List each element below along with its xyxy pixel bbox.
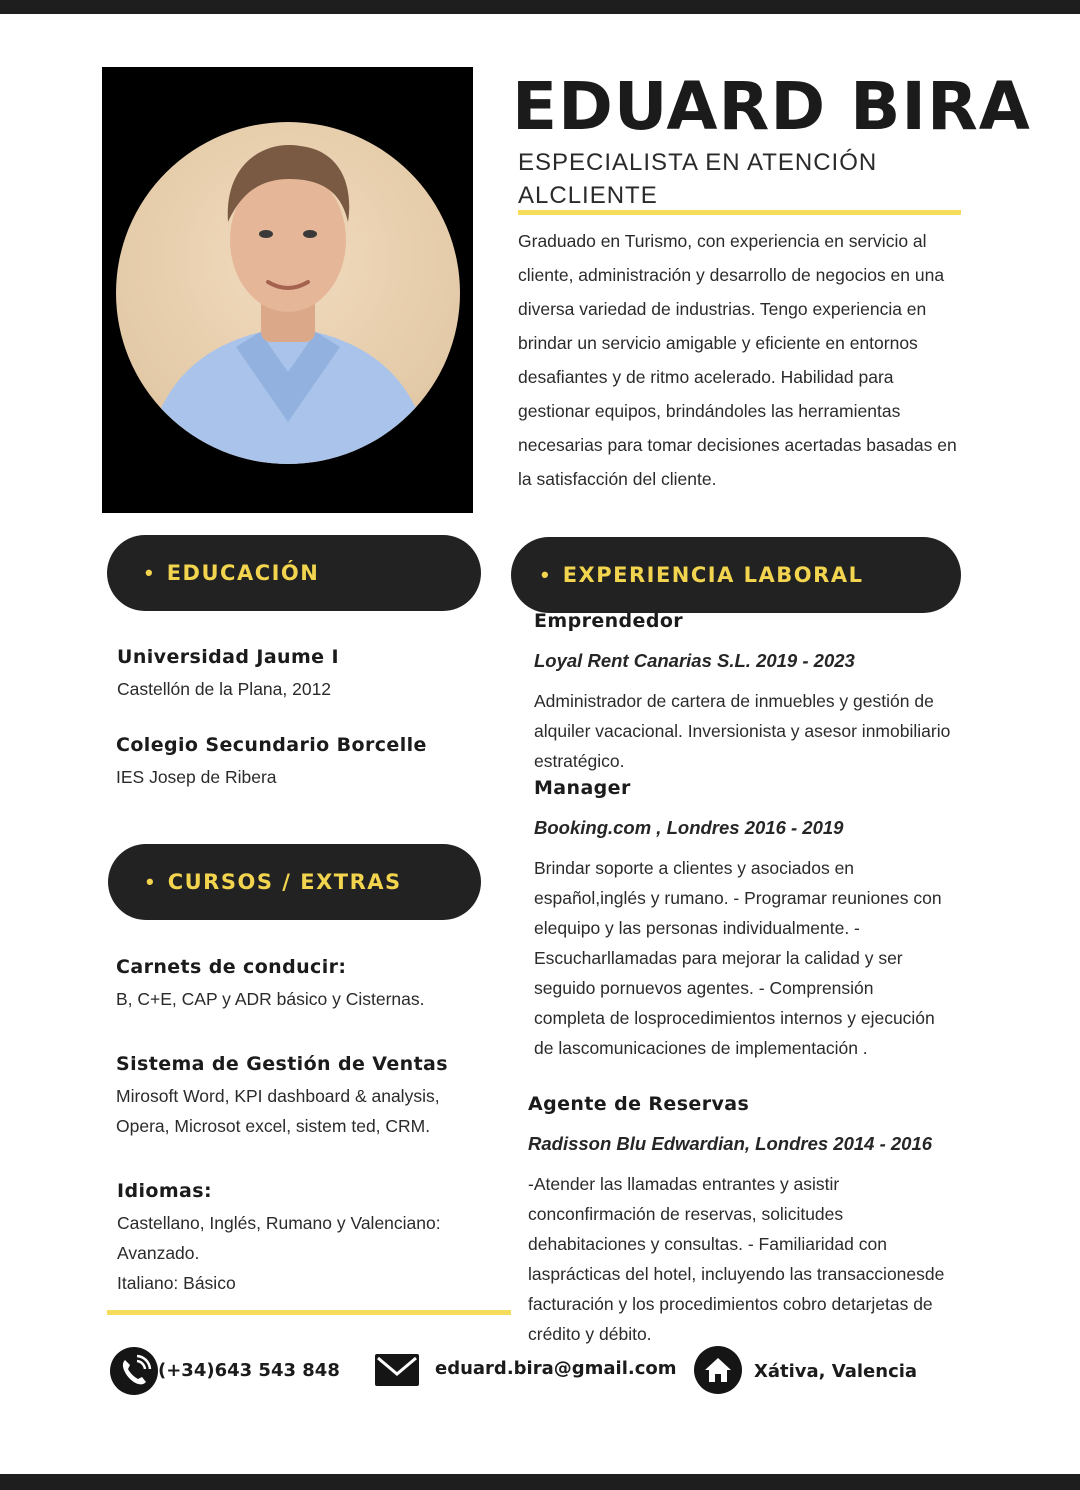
bullet-icon: •: [145, 560, 153, 585]
course-item: [116, 1053, 496, 1141]
profile-summary: Graduado en Turismo, con experiencia en servicio al cliente, administración y desarrollo de negocios en una diversa variedad de industrias. Tengo experiencia en brindar un servicio amigable y eficiente en entornos desafiantes y de ritmo acelerado. Habilidad para gestionar equipos, brindándoles las herramientas necesarias para tomar decisiones acertadas basadas en la satisfacción del cliente.: [518, 231, 957, 489]
candidate-name: EDUARD BIRA: [512, 68, 1031, 145]
job-role: Emprendedor: [534, 610, 684, 632]
job-company: Loyal Rent Canarias S.L. 2019 - 2023: [534, 650, 855, 671]
course-detail: Castellano, Inglés, Rumano y Valenciano: Avanzado.: [117, 1213, 441, 1263]
job-entry: [528, 1093, 958, 1349]
courses-heading: [108, 844, 481, 920]
location: Xátiva, Valencia: [754, 1361, 918, 1382]
course-title: Idiomas:: [117, 1180, 212, 1202]
email-address[interactable]: eduard.bira@gmail.com: [435, 1358, 677, 1379]
course-detail-extra: Italiano: Básico: [117, 1273, 236, 1293]
bottom-border: [0, 1474, 1080, 1490]
course-title: Carnets de conducir:: [116, 956, 347, 978]
left-column-underline: [107, 1310, 511, 1315]
job-title: ESPECIALISTA EN ATENCIÓN ALCLIENTE: [518, 149, 878, 209]
education-heading: [107, 535, 481, 611]
job-company: Booking.com , Londres 2016 - 2019: [534, 817, 844, 838]
phone-number[interactable]: (+34)643 543 848: [158, 1360, 340, 1381]
job-description: -Atender las llamadas entrantes y asistir conconfirmación de reservas, solicitudes dehabitaciones y consultas. - Familiaridad con lasprácticas del hotel, incluyendo las transaccionesde facturación y los procedimientos cobro detarjetas de crédito y débito.: [528, 1174, 945, 1344]
bullet-icon: •: [541, 562, 549, 587]
bullet-icon: •: [146, 869, 154, 894]
course-title: Sistema de Gestión de Ventas: [116, 1053, 448, 1075]
phone-icon: [110, 1347, 158, 1395]
education-item: [116, 734, 427, 792]
person-illustration: [116, 122, 460, 464]
experience-heading: [511, 537, 961, 613]
education-heading-label: EDUCACIÓN: [166, 561, 320, 585]
school-detail: Castellón de la Plana, 2012: [117, 679, 332, 699]
course-detail: B, C+E, CAP y ADR básico y Cisternas.: [116, 989, 425, 1009]
job-description: Administrador de cartera de inmuebles y gestión de alquiler vacacional. Inversionista y asesor inmobiliario estratégico.: [534, 691, 951, 771]
school-name: Colegio Secundario Borcelle: [116, 734, 427, 756]
experience-heading-label: EXPERIENCIA LABORAL: [562, 563, 864, 587]
course-item: [116, 956, 496, 1014]
top-border: [0, 0, 1080, 14]
courses-heading-label: CURSOS / EXTRAS: [167, 870, 402, 894]
title-underline: [518, 210, 961, 215]
job-company: Radisson Blu Edwardian, Londres 2014 - 2016: [528, 1133, 933, 1154]
school-detail: IES Josep de Ribera: [116, 767, 277, 787]
home-icon: [694, 1346, 742, 1394]
profile-photo-frame: [102, 67, 473, 513]
job-role: Manager: [534, 777, 631, 799]
school-name: Universidad Jaume I: [117, 646, 339, 668]
mail-icon: [374, 1353, 420, 1387]
course-item: [117, 1180, 497, 1298]
job-role: Agente de Reservas: [528, 1093, 750, 1115]
job-description: Brindar soporte a clientes y asociados en español,inglés y rumano. - Programar reuniones con elequipo y las personas individualmente. - Escucharllamadas para mejorar la calidad y ser seguido pornuevos agentes. - Comprensión completa de losprocedimientos internos y ejecución de lascomunicaciones de implementación .: [534, 858, 942, 1058]
profile-photo: [116, 122, 460, 464]
job-entry: [534, 777, 944, 1063]
education-item: [117, 646, 339, 704]
job-entry: [534, 610, 954, 776]
course-detail: Mirosoft Word, KPI dashboard & analysis, Opera, Microsot excel, sistem ted, CRM.: [116, 1086, 440, 1136]
